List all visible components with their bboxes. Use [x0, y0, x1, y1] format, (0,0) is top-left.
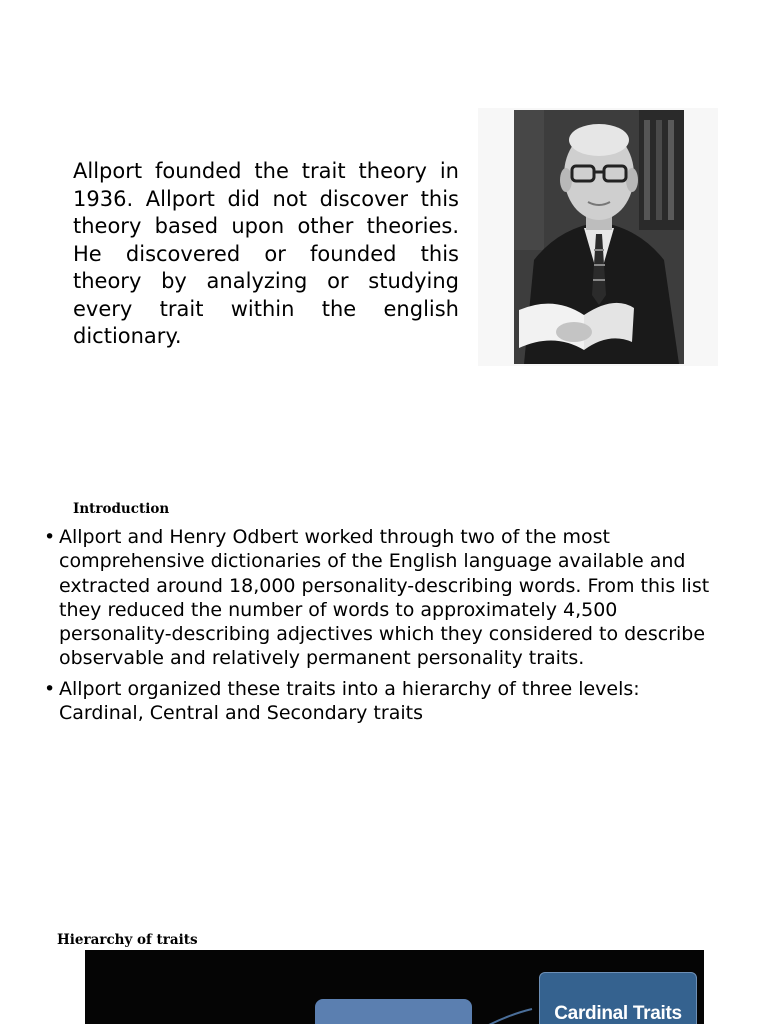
introduction-bullet-list: [44, 525, 724, 731]
bullet-icon: •: [44, 526, 56, 548]
cardinal-traits-box: [539, 972, 697, 1024]
intro-paragraph: Allport founded the trait theory in 1936. Allport did not discover this theory based upon other theories. He discovered or founded this theory by analyzing or studying every trait within the english dictionary.: [73, 159, 459, 348]
allport-photo-frame: [478, 108, 718, 366]
introduction-heading: Introduction: [73, 501, 170, 517]
hierarchy-heading: Hierarchy of traits: [57, 932, 198, 948]
hierarchy-diagram: [85, 950, 704, 1024]
allport-portrait-image: [514, 110, 684, 364]
cardinal-traits-label: Cardinal Traits: [554, 1003, 682, 1024]
list-item: [44, 677, 724, 726]
bullet-icon: •: [44, 677, 56, 700]
arrow-icon: [477, 1005, 537, 1024]
central-traits-box: [315, 999, 472, 1024]
list-item: [44, 525, 724, 671]
bullet-text: Allport and Henry Odbert worked through two of the most comprehensive dictionaries of the English language available and extracted around 18,000 personality-describing words. From this list they reduced the number of words to approximately 4,500 personality-describing adjectives which they considered to describe observable and relatively permanent personality traits.: [59, 526, 710, 670]
bullet-text: Allport organized these traits into a hierarchy of three levels: Cardinal, Central and Secondary traits: [59, 677, 640, 725]
